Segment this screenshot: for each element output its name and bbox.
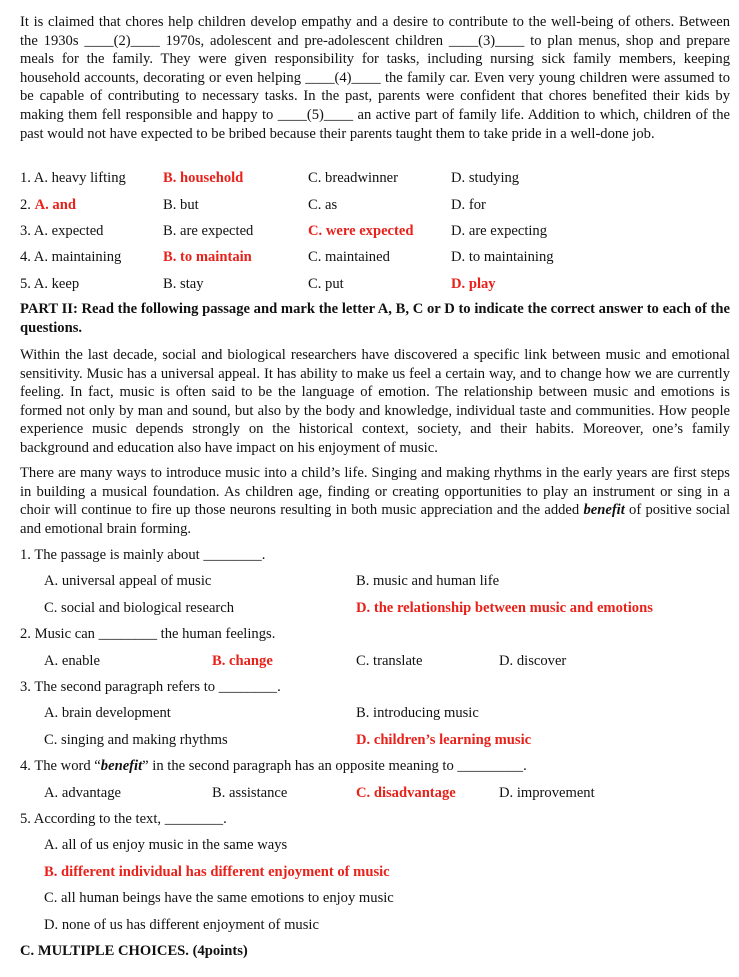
option-b-correct: B. household	[163, 170, 244, 186]
option-c: C. maintained	[308, 249, 390, 265]
q2-option-a: A. enable	[44, 653, 100, 669]
cloze-text-5: an active part of family life. Addition to which, children of the past would not have expected to be bribed because their parents taught them to take pride in a well-done job.	[20, 106, 730, 142]
reading-paragraph-1: Within the last decade, social and biological researchers have discovered a specific link between music and emotional sensitivity. Music has a universal appeal. It has ability to make us feel a certain way, and to change how we are currently feeling. In fact, music is often said to be the language of emotion. The relationship between music and emotions is formed not only by man and sound, but also by the body and knowledge, individual taste and communities. How people experience music depends strongly on the historical context, society, and their habits. Moreover, one’s family background and education also have impact on his enjoyment of music.	[20, 347, 730, 456]
cloze-text-3: to plan menus, shop and prepare meals for the family. They were given responsibility for tasks, including nursing sick family members, keeping household accounts, decorating or even helping	[20, 32, 730, 86]
answer-row-1	[20, 168, 730, 188]
option-a-correct-text: A. and	[34, 197, 76, 213]
option-a: 4. A. maintaining	[20, 249, 122, 265]
option-a-correct: 2. A. and	[20, 197, 76, 213]
benefit-word: benefit	[583, 502, 625, 519]
q2-option-b-correct: B. change	[212, 653, 273, 669]
option-d: D. for	[451, 197, 486, 213]
option-d: D. studying	[451, 170, 520, 186]
question-4	[20, 756, 527, 776]
option-a: 3. A. expected	[20, 223, 104, 239]
q3-option-a: A. brain development	[44, 705, 171, 721]
answer-row-2	[20, 195, 730, 215]
blank-4: ____(4)____	[305, 69, 381, 86]
q1-option-b: B. music and human life	[356, 573, 500, 589]
question-5: 5. According to the text, ________.	[20, 811, 227, 827]
para2-text: There are many ways to introduce music into a child’s life. Singing and making rhythms in the early years are first steps in building a musical foundation. As children age, finding or creating opportunities to play an instrument or sing in a choir will continue to fire up those neurons resulting in both music appreciation and the added	[20, 465, 730, 519]
blank-5: ____(5)____	[277, 106, 354, 123]
q5-option-d: D. none of us has different enjoyment of music	[44, 917, 319, 933]
option-b: B. but	[163, 197, 199, 213]
q2-option-d: D. discover	[499, 653, 567, 669]
option-b: B. are expected	[163, 223, 254, 239]
q4-option-c-correct: C. disadvantage	[356, 785, 456, 801]
q4-text: 4. The word “	[20, 758, 101, 774]
q4-option-d: D. improvement	[499, 785, 595, 801]
section-c-heading: C. MULTIPLE CHOICES. (4points)	[20, 943, 248, 959]
reading-paragraph-2	[20, 464, 730, 538]
option-c-correct: C. were expected	[308, 223, 414, 239]
q5-option-b-correct: B. different individual has different enjoyment of music	[44, 864, 390, 880]
blank-3: ____(3)____	[448, 32, 525, 49]
para2-text-end: of positive social and emotional brain forming.	[20, 502, 730, 537]
option-d-correct: D. play	[451, 276, 496, 292]
q1-option-a: A. universal appeal of music	[44, 573, 212, 589]
answer-row-5	[20, 274, 730, 294]
question-1: 1. The passage is mainly about ________.	[20, 547, 266, 563]
q1-option-c: C. social and biological research	[44, 600, 235, 616]
cloze-text-1: It is claimed that chores help children develop empathy and a desire to contribute to the well-being of others. Between the 1930s	[20, 14, 730, 49]
q3-option-d-correct: D. children’s learning music	[356, 732, 532, 748]
q4-keyword: benefit	[100, 758, 143, 774]
option-c: C. put	[308, 276, 344, 292]
q1-option-d-correct: D. the relationship between music and emotions	[356, 600, 653, 616]
q4-option-a: A. advantage	[44, 785, 121, 801]
option-c: C. as	[308, 197, 338, 213]
option-c: C. breadwinner	[308, 170, 398, 186]
option-b: B. stay	[163, 276, 204, 292]
cloze-passage	[20, 13, 730, 143]
cloze-text-4: the family car. Even very young children were assumed to be capable of contributing to necessary tasks. In the past, parents were confident that chores benefited their kids by making them fell responsible and happy to	[20, 69, 730, 123]
option-d: D. to maintaining	[451, 249, 554, 265]
part2-heading: PART II: Read the following passage and mark the letter A, B, C or D to indicate the correct answer to each of the questions.	[20, 301, 730, 336]
blank-2: ____(2)____	[84, 32, 160, 49]
answer-row-4	[20, 247, 730, 267]
option-a: 1. A. heavy lifting	[20, 170, 126, 186]
question-2: 2. Music can ________ the human feelings.	[20, 626, 276, 642]
option-d: D. are expecting	[451, 223, 548, 239]
q3-option-c: C. singing and making rhythms	[44, 732, 228, 748]
question-3: 3. The second paragraph refers to ________.	[20, 679, 281, 695]
q4-text-end: ” in the second paragraph has an opposite meaning to _________.	[142, 758, 527, 774]
q3-option-b: B. introducing music	[356, 705, 479, 721]
q4-option-b: B. assistance	[212, 785, 288, 801]
option-a: 5. A. keep	[20, 276, 80, 292]
q2-option-c: C. translate	[356, 653, 423, 669]
q5-option-a: A. all of us enjoy music in the same ways	[44, 837, 288, 853]
q5-option-c: C. all human beings have the same emotions to enjoy music	[44, 890, 394, 906]
cloze-text-2: 1970s, adolescent and pre-adolescent children	[159, 32, 449, 49]
option-b-correct: B. to maintain	[163, 249, 252, 265]
answer-row-3	[20, 221, 730, 241]
